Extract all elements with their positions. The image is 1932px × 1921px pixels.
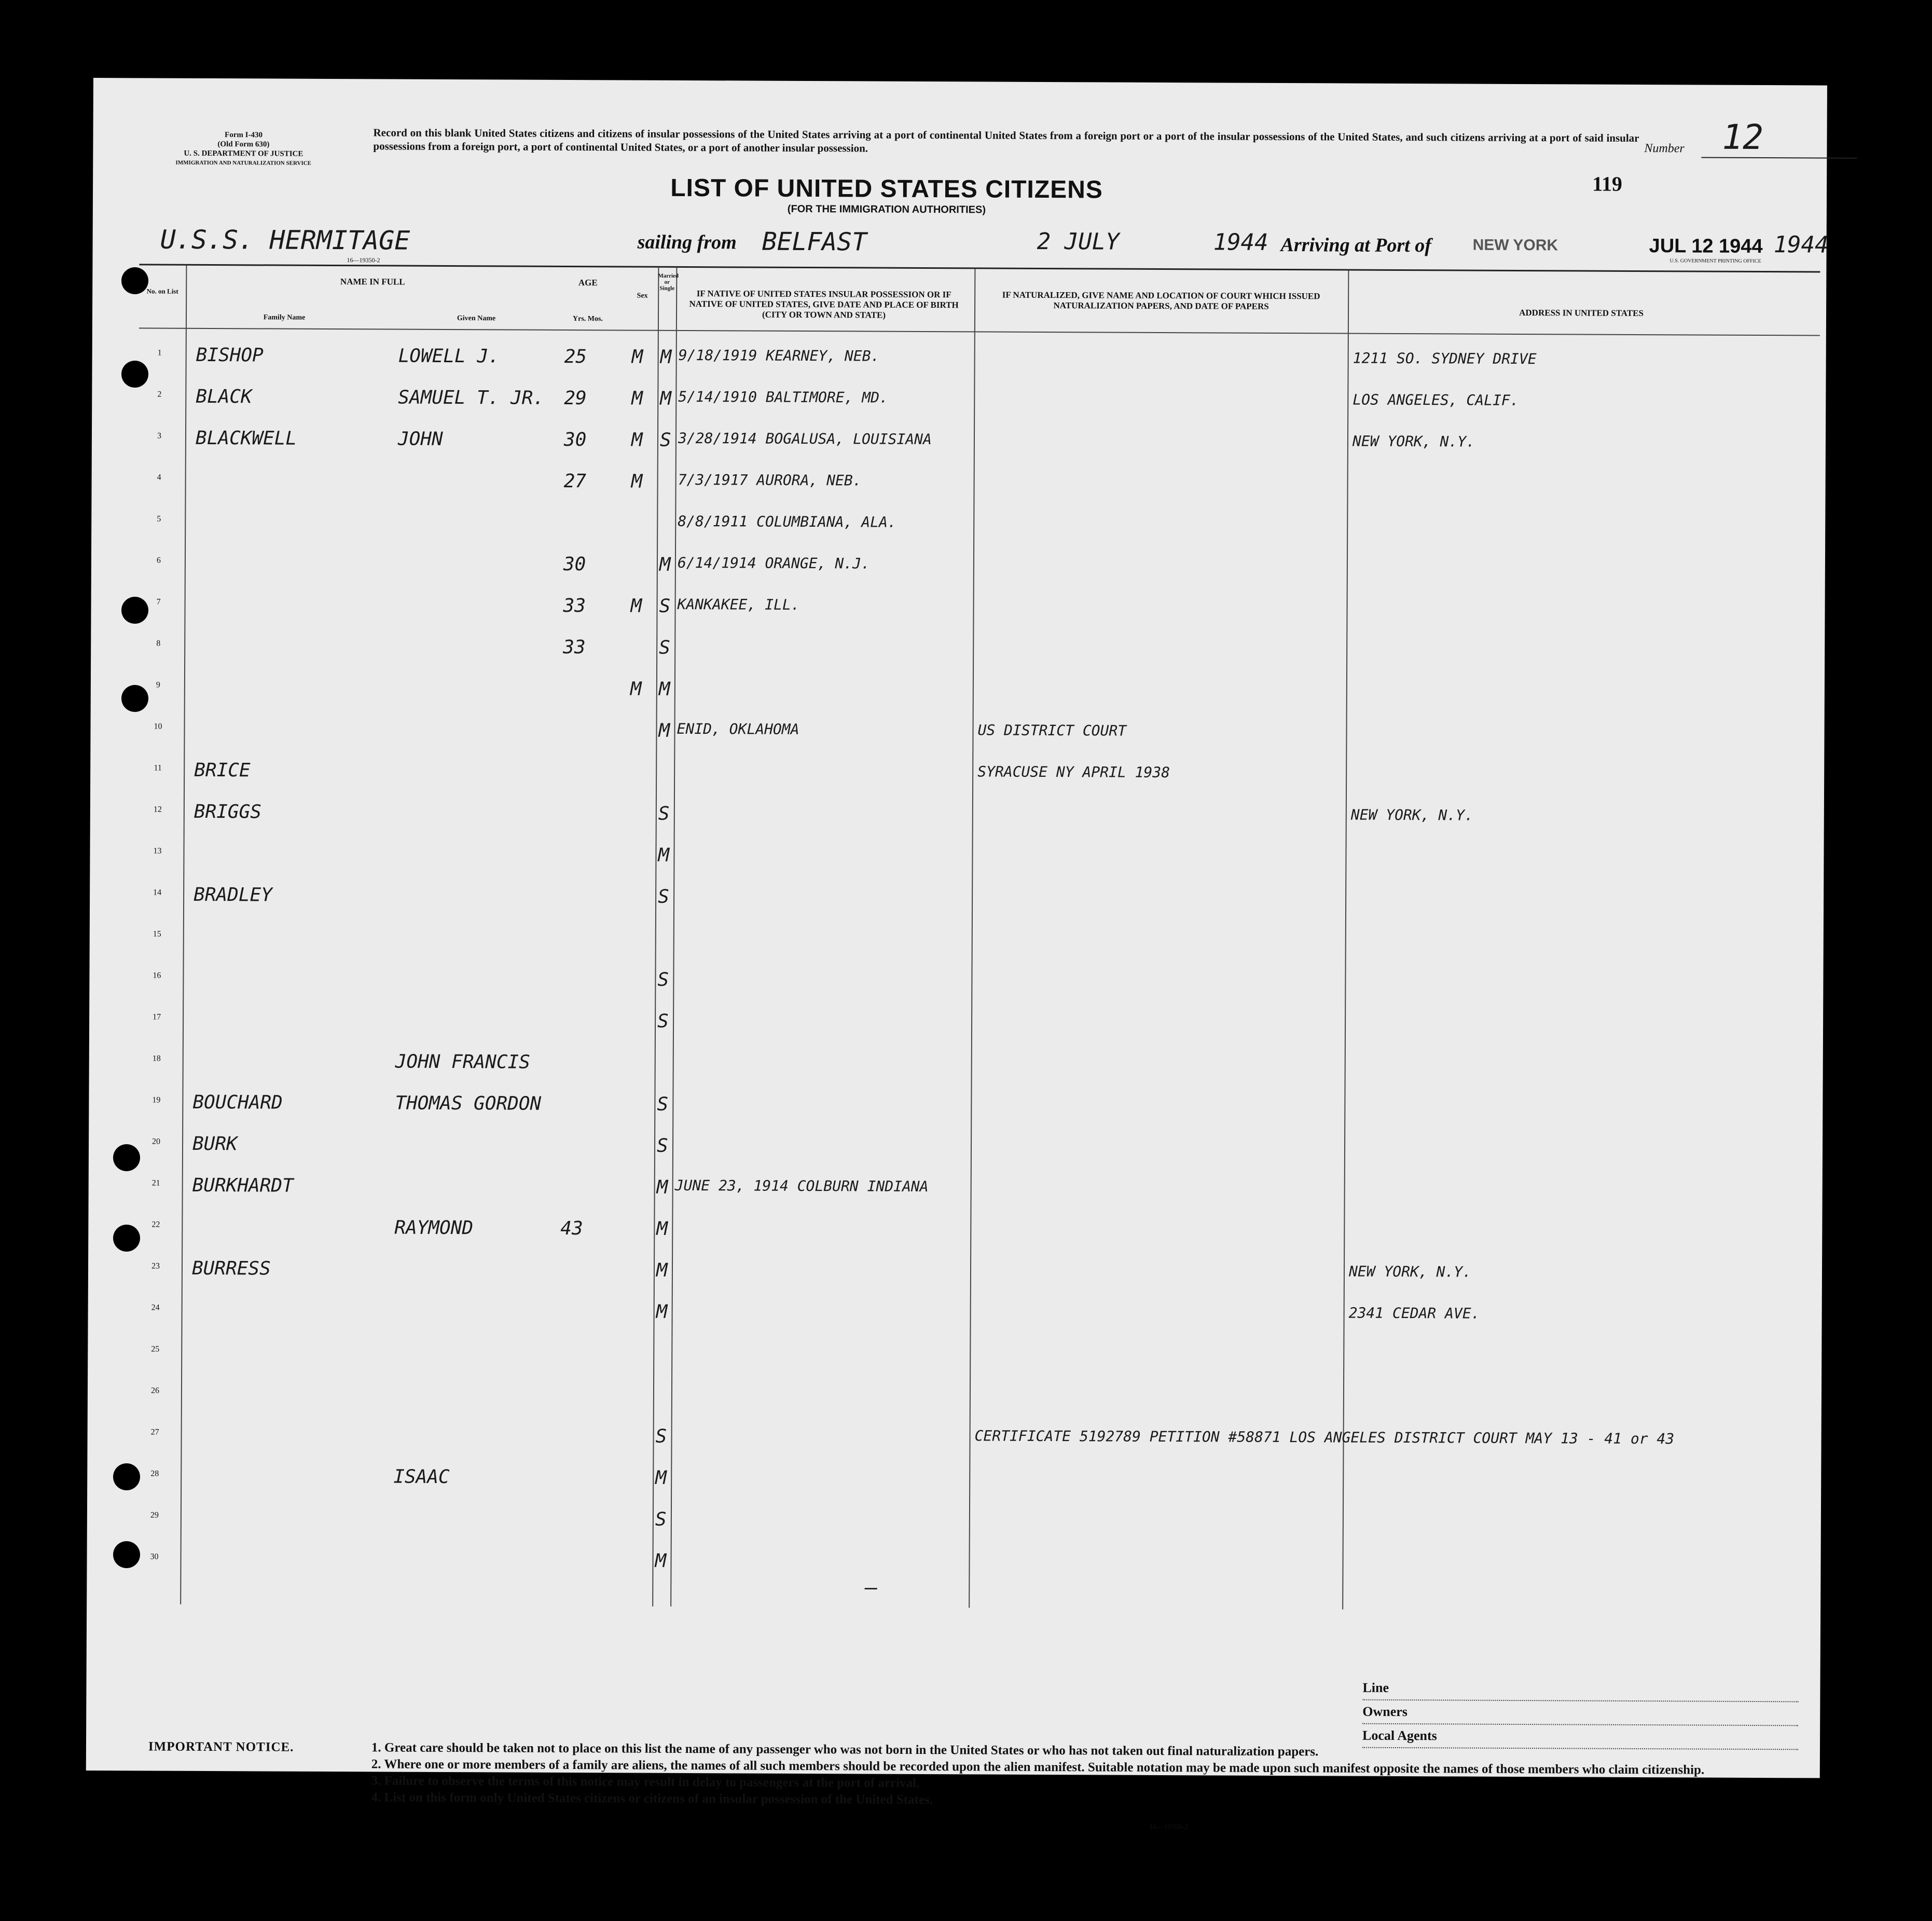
cell-birth <box>675 1094 968 1095</box>
table-row <box>138 504 1819 553</box>
cell-naturalization <box>978 638 1341 640</box>
cell-sex: M <box>631 471 643 492</box>
notice-list <box>371 1739 1814 1812</box>
page-title: LIST OF UNITED STATES CITIZENS <box>670 174 1103 204</box>
owners-field-label: Owners <box>1362 1700 1798 1726</box>
cell-married-single: S <box>659 429 671 451</box>
cell-address <box>1350 1014 1806 1016</box>
cell-address: LOS ANGELES, CALIF. <box>1353 391 1519 409</box>
notice-item: 2. Where one or more members of a family are aliens, the names of all such members should be recorded upon the alien manifest. Suitable notation may be made upon such manifest opposite the names of those members who claim citizenship. <box>371 1757 1705 1777</box>
cell-naturalization <box>975 1385 1338 1387</box>
cell-naturalization <box>975 1302 1338 1304</box>
cell-married-single: M <box>655 1550 667 1572</box>
cell-naturalization <box>975 1344 1338 1346</box>
row-number: 28 <box>150 1469 159 1478</box>
row-number: 27 <box>150 1428 159 1437</box>
cell-married-single: S <box>656 1135 668 1157</box>
cell-sex: M <box>631 346 643 368</box>
arrival-date-stamp: JUL 12 1944 <box>1649 235 1763 258</box>
row-number: 23 <box>151 1261 160 1271</box>
cell-address <box>1348 1554 1804 1556</box>
table-row <box>134 1376 1815 1424</box>
cell-naturalization <box>978 555 1342 557</box>
row-number: 4 <box>157 473 161 482</box>
cell-birth <box>674 1426 967 1427</box>
form-id-line: (Old Form 630) <box>217 140 270 149</box>
table-row <box>135 1168 1816 1217</box>
number-value: 12 <box>1701 117 1857 159</box>
manifest-sheet <box>86 78 1829 1832</box>
cell-age: 30 <box>563 553 586 575</box>
cell-address: NEW YORK, N.Y. <box>1352 432 1475 450</box>
cell-married-single: M <box>655 1467 667 1489</box>
cell-naturalization: US DISTRICT COURT <box>977 721 1127 739</box>
table-row <box>136 1044 1817 1092</box>
table-row <box>138 462 1819 511</box>
cell-birth <box>675 1052 969 1053</box>
cell-birth <box>674 1343 967 1344</box>
cell-family-name <box>191 1341 389 1342</box>
cell-family-name <box>193 1050 390 1051</box>
cell-naturalization: CERTIFICATE 5192789 PETITION #58871 LOS ANGELES DISTRICT COURT MAY 13 - 41 or 43 <box>974 1427 1675 1448</box>
cell-age: 33 <box>563 636 586 658</box>
table-row <box>133 1542 1814 1590</box>
cell-naturalization <box>979 348 1343 349</box>
cell-birth: 9/18/1919 KEARNEY, NEB. <box>678 346 880 365</box>
table-row <box>137 753 1818 802</box>
cell-naturalization <box>974 1469 1337 1470</box>
cell-given-name <box>395 1134 550 1135</box>
cell-birth: 5/14/1910 BALTIMORE, MD. <box>678 388 888 406</box>
cell-married-single: M <box>656 1301 668 1323</box>
footer-form-code: 16—19350-2 <box>1149 1823 1189 1832</box>
cell-address <box>1352 599 1809 601</box>
cell-given-name <box>396 968 551 969</box>
row-number: 1 <box>157 348 162 358</box>
row-number: 21 <box>151 1178 160 1188</box>
table-row <box>139 338 1819 387</box>
cell-birth <box>673 1467 967 1469</box>
signature-block <box>1362 1677 1799 1750</box>
cell-given-name <box>396 802 552 803</box>
cell-given-name: JOHN FRANCIS <box>395 1051 530 1073</box>
punch-hole <box>121 685 148 712</box>
cell-given-name <box>397 553 553 554</box>
cell-birth: 6/14/1914 ORANGE, N.J. <box>677 554 870 572</box>
cell-married-single: S <box>658 886 669 908</box>
cell-address: 1211 SO. SYDNEY DRIVE <box>1353 349 1537 368</box>
cell-naturalization <box>976 1053 1340 1055</box>
cell-family-name <box>195 511 392 512</box>
row-number: 2 <box>157 390 162 399</box>
cell-address: NEW YORK, N.Y. <box>1348 1263 1472 1281</box>
cell-family-name: BOUCHARD <box>192 1091 283 1114</box>
row-number: 24 <box>151 1303 160 1312</box>
cell-address <box>1351 848 1807 850</box>
form-id-line: U. S. DEPARTMENT OF JUSTICE <box>184 149 303 158</box>
cell-age: 43 <box>560 1217 583 1240</box>
form-id-line: Form I-430 <box>225 131 263 140</box>
cell-birth <box>677 803 970 804</box>
table-row <box>135 1085 1816 1134</box>
cell-age: 33 <box>563 595 586 617</box>
punch-hole <box>121 361 148 388</box>
departure-date: 2 JULY <box>1037 228 1120 255</box>
cell-birth <box>676 928 969 929</box>
col-header-given: Given Name <box>457 314 496 323</box>
cell-sex: M <box>631 388 643 409</box>
table-row <box>135 1251 1816 1300</box>
cell-family-name <box>191 1424 389 1425</box>
form-id-line: IMMIGRATION AND NATURALIZATION SERVICE <box>175 159 312 167</box>
row-number: 6 <box>156 556 161 565</box>
cell-family-name: BLACK <box>196 386 252 408</box>
table-row <box>136 836 1817 885</box>
cell-naturalization <box>979 431 1342 432</box>
notice-item: 1. Great care should be taken not to place on this list the name of any passenger who was not born in the United States or who has not taken out final naturalization papers. <box>371 1740 1319 1759</box>
row-number: 16 <box>153 971 161 980</box>
table-row <box>136 1002 1817 1051</box>
col-header-birth: IF NATIVE OF UNITED STATES INSULAR POSSESSION OR IF NATIVE OF UNITED STATES, GIVE DATE AND PLACE OF BIRTH (CITY OR TOWN AND STATE) <box>689 289 959 320</box>
passenger-table <box>133 264 1820 1611</box>
cell-naturalization <box>974 1552 1337 1553</box>
cell-married-single: S <box>659 637 670 658</box>
cell-naturalization <box>977 970 1340 972</box>
cell-family-name <box>194 967 391 968</box>
table-row <box>136 960 1817 1009</box>
cell-address <box>1349 1222 1805 1224</box>
cell-married-single: S <box>659 595 671 617</box>
cell-family-name <box>195 594 392 595</box>
cell-naturalization <box>978 597 1342 598</box>
row-number: 15 <box>153 929 161 939</box>
row-number: 8 <box>156 639 161 648</box>
cell-given-name <box>394 1383 549 1384</box>
table-row <box>139 379 1819 428</box>
table-row <box>136 919 1817 968</box>
cell-family-name: BURKHARDT <box>192 1174 294 1197</box>
cell-birth <box>673 1509 967 1510</box>
col-header-yrs: Yrs. Mos. <box>572 315 603 323</box>
cell-naturalization <box>978 514 1342 515</box>
punch-hole <box>113 1225 140 1252</box>
col-header-no: No. on List <box>146 287 178 295</box>
cell-address: 2341 CEDAR AVE. <box>1348 1304 1480 1322</box>
cell-birth <box>674 1301 968 1302</box>
cell-family-name: BISHOP <box>196 344 264 366</box>
cell-family-name <box>195 718 392 719</box>
cell-address <box>1351 765 1807 767</box>
table-row <box>134 1334 1815 1383</box>
cell-sex: M <box>631 429 643 451</box>
ship-name: U.S.S. HERMITAGE <box>160 224 410 256</box>
col-header-family: Family Name <box>263 313 306 322</box>
notice-item: 3. Failure to observe the terms of this notice may result in delay to passengers at the port of arrival. <box>371 1774 920 1790</box>
cell-family-name <box>192 1299 389 1300</box>
row-number: 14 <box>153 888 162 897</box>
cell-address <box>1353 474 1809 476</box>
cell-naturalization <box>976 1012 1340 1013</box>
cell-family-name <box>191 1465 388 1466</box>
cell-family-name <box>191 1507 388 1508</box>
cell-naturalization <box>977 929 1340 930</box>
cell-age: 27 <box>563 470 587 492</box>
cell-birth <box>676 886 969 887</box>
table-row <box>134 1293 1815 1341</box>
cell-birth <box>677 679 970 680</box>
form-id-block <box>155 130 332 168</box>
form-instructions: Record on this blank United States citizens and citizens of insular possessions of the United States arriving at a port of continental United States from a foreign port or a port of the insular possessions of the United States, and such citizens arriving at a port of said insular possessions from a foreign port, a port of continental United States, or a port of another insular possession. <box>373 126 1639 155</box>
cell-married-single: M <box>658 678 670 700</box>
table-row <box>136 877 1817 926</box>
cell-naturalization <box>976 1095 1339 1096</box>
cell-given-name <box>398 470 554 471</box>
cell-naturalization <box>978 680 1341 681</box>
table-row <box>135 1210 1816 1258</box>
cell-birth: 8/8/1911 COLUMBIANA, ALA. <box>678 512 896 531</box>
cell-given-name: RAYMOND <box>394 1217 474 1239</box>
cell-family-name <box>194 843 391 844</box>
row-number: 12 <box>153 805 162 814</box>
cell-family-name: BURK <box>192 1133 238 1155</box>
cell-sex: M <box>630 595 642 617</box>
cell-birth: KANKAKEE, ILL. <box>677 595 800 613</box>
cell-married-single: S <box>657 1010 669 1032</box>
cell-family-name: BRIGGS <box>194 801 261 823</box>
cell-naturalization <box>975 1219 1338 1221</box>
cell-married-single: M <box>656 1176 668 1198</box>
cell-married-single: S <box>655 1425 667 1447</box>
cell-family-name: BRICE <box>194 759 251 781</box>
cell-married-single: M <box>658 844 670 866</box>
cell-address <box>1349 1097 1806 1099</box>
cell-family-name: BLACKWELL <box>195 427 297 449</box>
row-number: 5 <box>157 514 161 524</box>
table-row <box>134 1500 1815 1549</box>
cell-family-name <box>195 635 392 636</box>
departure-year: 1944 <box>1213 229 1268 256</box>
arrival-port: NEW YORK <box>1472 236 1558 254</box>
cell-married-single: M <box>656 1259 668 1281</box>
sailing-from-label: sailing from <box>637 231 737 254</box>
cell-address <box>1351 640 1808 642</box>
cell-naturalization <box>975 1261 1338 1263</box>
notice-item: 4. List on this form only United States citizens or citizens of an insular possession of the United States. <box>371 1790 933 1807</box>
cell-address <box>1348 1512 1804 1514</box>
cell-address <box>1351 723 1808 725</box>
cell-address <box>1348 1388 1805 1390</box>
cell-birth <box>676 969 969 970</box>
page-stamp: 119 <box>1592 172 1623 196</box>
cell-age: 29 <box>564 387 587 409</box>
cell-address <box>1348 1471 1804 1473</box>
cell-given-name <box>397 636 553 637</box>
cell-naturalization <box>979 472 1342 474</box>
cell-birth <box>674 1384 967 1385</box>
row-number: 25 <box>151 1344 160 1354</box>
cell-family-name <box>194 926 391 927</box>
cell-married-single: M <box>659 554 671 575</box>
cell-birth: ENID, OKLAHOMA <box>677 720 799 738</box>
cell-family-name <box>192 1216 389 1217</box>
cell-birth <box>674 1218 968 1219</box>
cell-age: 30 <box>563 429 587 451</box>
table-row <box>137 628 1818 677</box>
cell-family-name <box>191 1382 389 1383</box>
row-number: 13 <box>153 846 162 856</box>
cell-birth <box>677 845 970 846</box>
col-header-married: Married or Single <box>658 272 679 292</box>
notice-heading: IMPORTANT NOTICE. <box>148 1739 294 1754</box>
col-header-address: ADDRESS IN UNITED STATES <box>1519 307 1644 319</box>
cell-address <box>1352 516 1809 518</box>
cell-given-name <box>396 885 551 886</box>
table-row <box>137 794 1818 843</box>
cell-given-name: SAMUEL T. JR. <box>398 387 545 409</box>
cell-given-name: THOMAS GORDON <box>395 1092 542 1115</box>
departure-port: BELFAST <box>762 227 867 257</box>
cell-address <box>1350 889 1807 891</box>
row-number: 20 <box>152 1137 161 1146</box>
cell-address <box>1349 1180 1806 1182</box>
cell-family-name <box>191 1548 388 1549</box>
cell-naturalization: SYRACUSE NY APRIL 1938 <box>977 763 1170 781</box>
cell-age: 25 <box>564 346 587 368</box>
col-header-sex: Sex <box>637 292 648 300</box>
cell-birth <box>677 762 970 763</box>
punch-hole <box>113 1463 140 1490</box>
punch-hole <box>113 1144 140 1171</box>
cell-naturalization <box>974 1510 1337 1512</box>
cell-address <box>1352 557 1809 559</box>
cell-naturalization <box>976 1136 1339 1138</box>
cell-family-name <box>195 552 392 553</box>
cell-married-single: S <box>657 969 669 991</box>
row-number: 7 <box>156 597 161 607</box>
cell-given-name <box>394 1300 550 1301</box>
cell-birth <box>675 1011 969 1012</box>
table-row <box>135 1127 1816 1175</box>
row-number: 29 <box>150 1511 159 1520</box>
row-number: 30 <box>150 1552 159 1561</box>
table-row <box>137 587 1818 636</box>
page-subtitle: (FOR THE IMMIGRATION AUTHORITIES) <box>787 203 986 216</box>
cell-given-name: ISAAC <box>393 1466 450 1488</box>
cell-naturalization <box>977 804 1341 806</box>
row-number: 9 <box>156 680 160 690</box>
arrival-year: 1944 <box>1773 231 1829 258</box>
cell-married-single: S <box>657 1093 669 1115</box>
cell-birth <box>675 1135 968 1136</box>
cell-family-name: BRADLEY <box>194 884 272 906</box>
cell-sex: M <box>630 678 642 700</box>
table-row <box>137 711 1818 760</box>
cell-birth: 3/28/1914 BOGALUSA, LOUISIANA <box>678 429 932 448</box>
cell-married-single: M <box>656 1218 668 1240</box>
row-number: 3 <box>157 431 162 441</box>
table-row <box>137 670 1818 719</box>
cell-given-name <box>393 1549 549 1550</box>
cell-given-name: JOHN <box>397 428 443 450</box>
cell-married-single: S <box>655 1508 667 1530</box>
row-number: 10 <box>154 722 162 731</box>
cell-birth: JUNE 23, 1914 COLBURN INDIANA <box>674 1176 929 1196</box>
form-code: 16—19350-2 <box>347 256 380 264</box>
cell-address <box>1349 1138 1806 1141</box>
cell-birth <box>674 1260 968 1261</box>
cell-address <box>1348 1346 1805 1348</box>
cell-address: NEW YORK, N.Y. <box>1350 806 1473 824</box>
header-divider <box>139 327 1820 336</box>
punch-hole <box>121 267 148 294</box>
cell-married-single: M <box>660 388 672 409</box>
cell-family-name <box>196 469 393 470</box>
cell-address <box>1350 1055 1806 1058</box>
agents-field-label: Local Agents <box>1362 1724 1798 1750</box>
punch-hole <box>113 1541 140 1568</box>
row-number: 18 <box>152 1054 161 1063</box>
cell-married-single: S <box>658 803 670 825</box>
cell-married-single: M <box>658 720 670 742</box>
cell-given-name <box>397 719 553 720</box>
col-header-naturalized: IF NATURALIZED, GIVE NAME AND LOCATION OF COURT WHICH ISSUED NATURALIZATION PAPERS, AND DATE OF PAPERS <box>1002 290 1320 311</box>
row-number: 19 <box>152 1095 161 1105</box>
line-field-label: Line <box>1362 1677 1798 1703</box>
cell-birth <box>677 637 970 638</box>
voyage-line <box>140 224 1829 265</box>
table-row <box>134 1417 1815 1466</box>
row-number: 11 <box>154 763 162 773</box>
cell-address <box>1350 972 1807 975</box>
table-row <box>139 421 1819 470</box>
cell-naturalization <box>977 887 1340 889</box>
cell-naturalization <box>976 1178 1339 1179</box>
row-number: 26 <box>150 1386 159 1395</box>
cell-married-single: M <box>660 346 672 368</box>
col-header-name: NAME IN FULL <box>340 277 405 287</box>
punch-hole <box>121 597 148 624</box>
cell-family-name <box>195 677 392 678</box>
cell-birth <box>673 1550 967 1552</box>
col-header-age: AGE <box>578 278 598 288</box>
handwritten-signature: — <box>865 1575 878 1600</box>
cell-address <box>1350 931 1807 933</box>
row-number: 22 <box>151 1220 160 1229</box>
gpo-imprint: U.S. GOVERNMENT PRINTING OFFICE <box>1669 258 1761 265</box>
row-number: 17 <box>153 1012 161 1022</box>
cell-address <box>1351 682 1808 684</box>
arriving-label: Arriving at Port of <box>1280 234 1432 257</box>
table-row <box>134 1459 1815 1507</box>
table-row <box>138 545 1819 594</box>
cell-naturalization <box>977 846 1341 847</box>
number-label: Number <box>1644 142 1685 156</box>
cell-family-name: BURRESS <box>191 1257 271 1280</box>
cell-naturalization <box>979 389 1342 391</box>
cell-family-name <box>193 1009 390 1010</box>
cell-birth: 7/3/1917 AURORA, NEB. <box>678 471 862 489</box>
cell-given-name: LOWELL J. <box>398 345 500 367</box>
